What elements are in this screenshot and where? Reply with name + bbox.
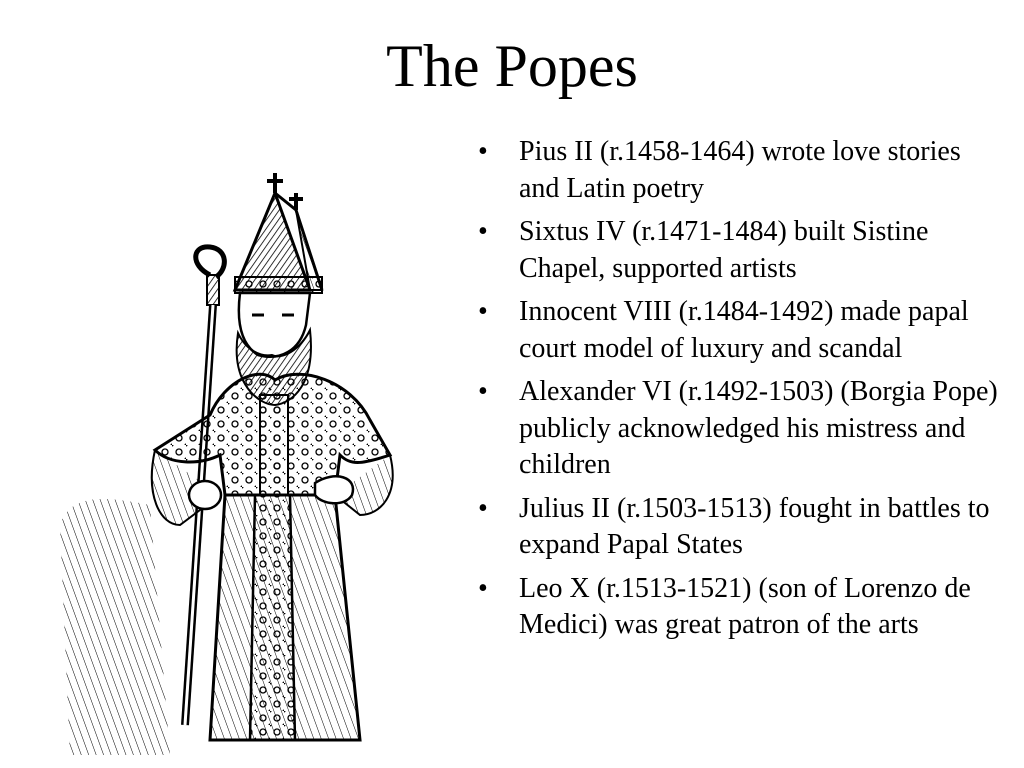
slide-title: The Popes — [386, 33, 638, 99]
bullet-glyph: • — [478, 492, 488, 524]
bullet-list — [478, 134, 1008, 651]
ground-shadow — [60, 499, 170, 755]
bullet-text: Pius II (r.1458-1464) wrote love stories and Latin poetry — [519, 136, 961, 204]
list-item — [478, 491, 1008, 564]
list-item — [478, 374, 1008, 484]
mitre — [235, 173, 322, 293]
bullet-text: Alexander VI (r.1492-1503) (Borgia Pope) publicly acknowledged his mistress and children — [519, 376, 998, 480]
bullet-glyph: • — [478, 216, 488, 247]
bullet-text: Julius II (r.1503-1513) fought in battles to expand Papal States — [519, 492, 990, 560]
list-item — [478, 134, 1008, 207]
list-item — [478, 571, 1008, 644]
pope-engraving — [60, 165, 420, 765]
list-item — [478, 294, 1008, 367]
bullet-text: Sixtus IV (r.1471-1484) built Sistine Chapel, supported artists — [519, 216, 929, 284]
bullet-glyph: • — [478, 376, 488, 407]
bullet-glyph: • — [478, 296, 488, 327]
list-item — [478, 214, 1008, 287]
bullet-glyph: • — [478, 136, 488, 167]
bullet-text: Leo X (r.1513-1521) (son of Lorenzo de Medici) was great patron of the arts — [519, 572, 971, 640]
bullet-glyph: • — [478, 572, 488, 604]
bullet-text: Innocent VIII (r.1484-1492) made papal court model of luxury and scandal — [519, 296, 969, 364]
